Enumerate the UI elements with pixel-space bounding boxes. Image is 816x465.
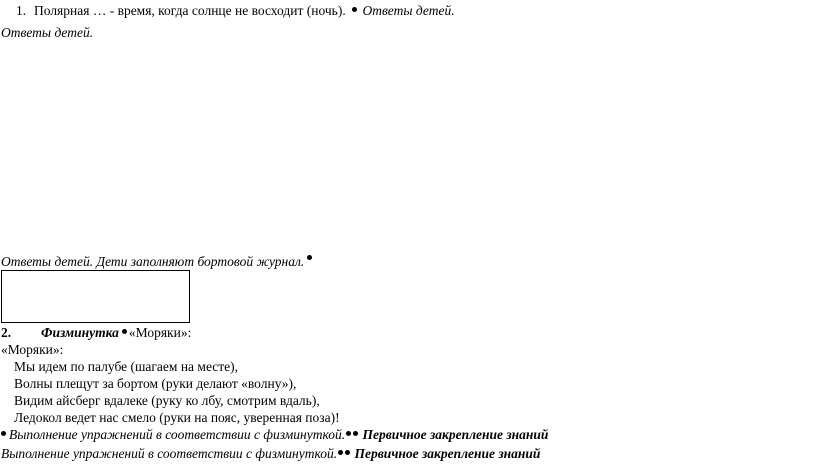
question-1-text: Полярная … - время, когда солнце не восходит (ночь). <box>34 3 346 18</box>
poem-line: Волны плещут за бортом (руки делают «волну»), <box>14 376 297 391</box>
exercise-line-1 <box>1 427 548 443</box>
poem-heading: «Моряки»: <box>1 342 64 357</box>
bullet-icon <box>338 450 343 455</box>
journal-text: Ответы детей. Дети заполняют бортовой журнал. <box>1 254 305 269</box>
question-1 <box>16 3 455 19</box>
bullet-icon <box>352 7 357 12</box>
bullet-icon <box>307 255 312 260</box>
exercise-text: Выполнение упражнений в соответствии с физминуткой. <box>1 446 338 461</box>
section-2-subtitle: «Моряки»: <box>128 325 192 340</box>
section-2-title: Физминутка <box>41 325 119 340</box>
bullet-icon <box>122 329 127 334</box>
poem-line: Мы идем по палубе (шагаем на месте), <box>14 359 239 374</box>
question-1-answer: Ответы детей. <box>362 3 455 18</box>
section-2-number: 2. <box>1 325 12 340</box>
bullet-icon <box>353 431 358 436</box>
poem-line: Ледокол ведет нас смело (руки на пояс, уверенная поза)! <box>14 410 340 425</box>
exercise-text: Выполнение упражнений в соответствии с физминуткой. <box>9 427 346 442</box>
poem-line: Видим айсберг вдалеке (руку ко лбу, смотрим вдаль), <box>14 393 320 408</box>
empty-frame <box>1 270 190 323</box>
bullet-icon <box>346 431 351 436</box>
stage-label: Первичное закрепление знаний <box>362 427 549 442</box>
question-1-number: 1. <box>16 3 27 18</box>
bullet-icon <box>345 450 350 455</box>
bullet-icon <box>1 431 6 436</box>
journal-line <box>1 254 314 270</box>
stage-label: Первичное закрепление знаний <box>354 446 541 461</box>
answers-line: Ответы детей. <box>1 25 94 40</box>
section-2-heading <box>1 325 191 341</box>
exercise-line-2 <box>1 446 540 462</box>
